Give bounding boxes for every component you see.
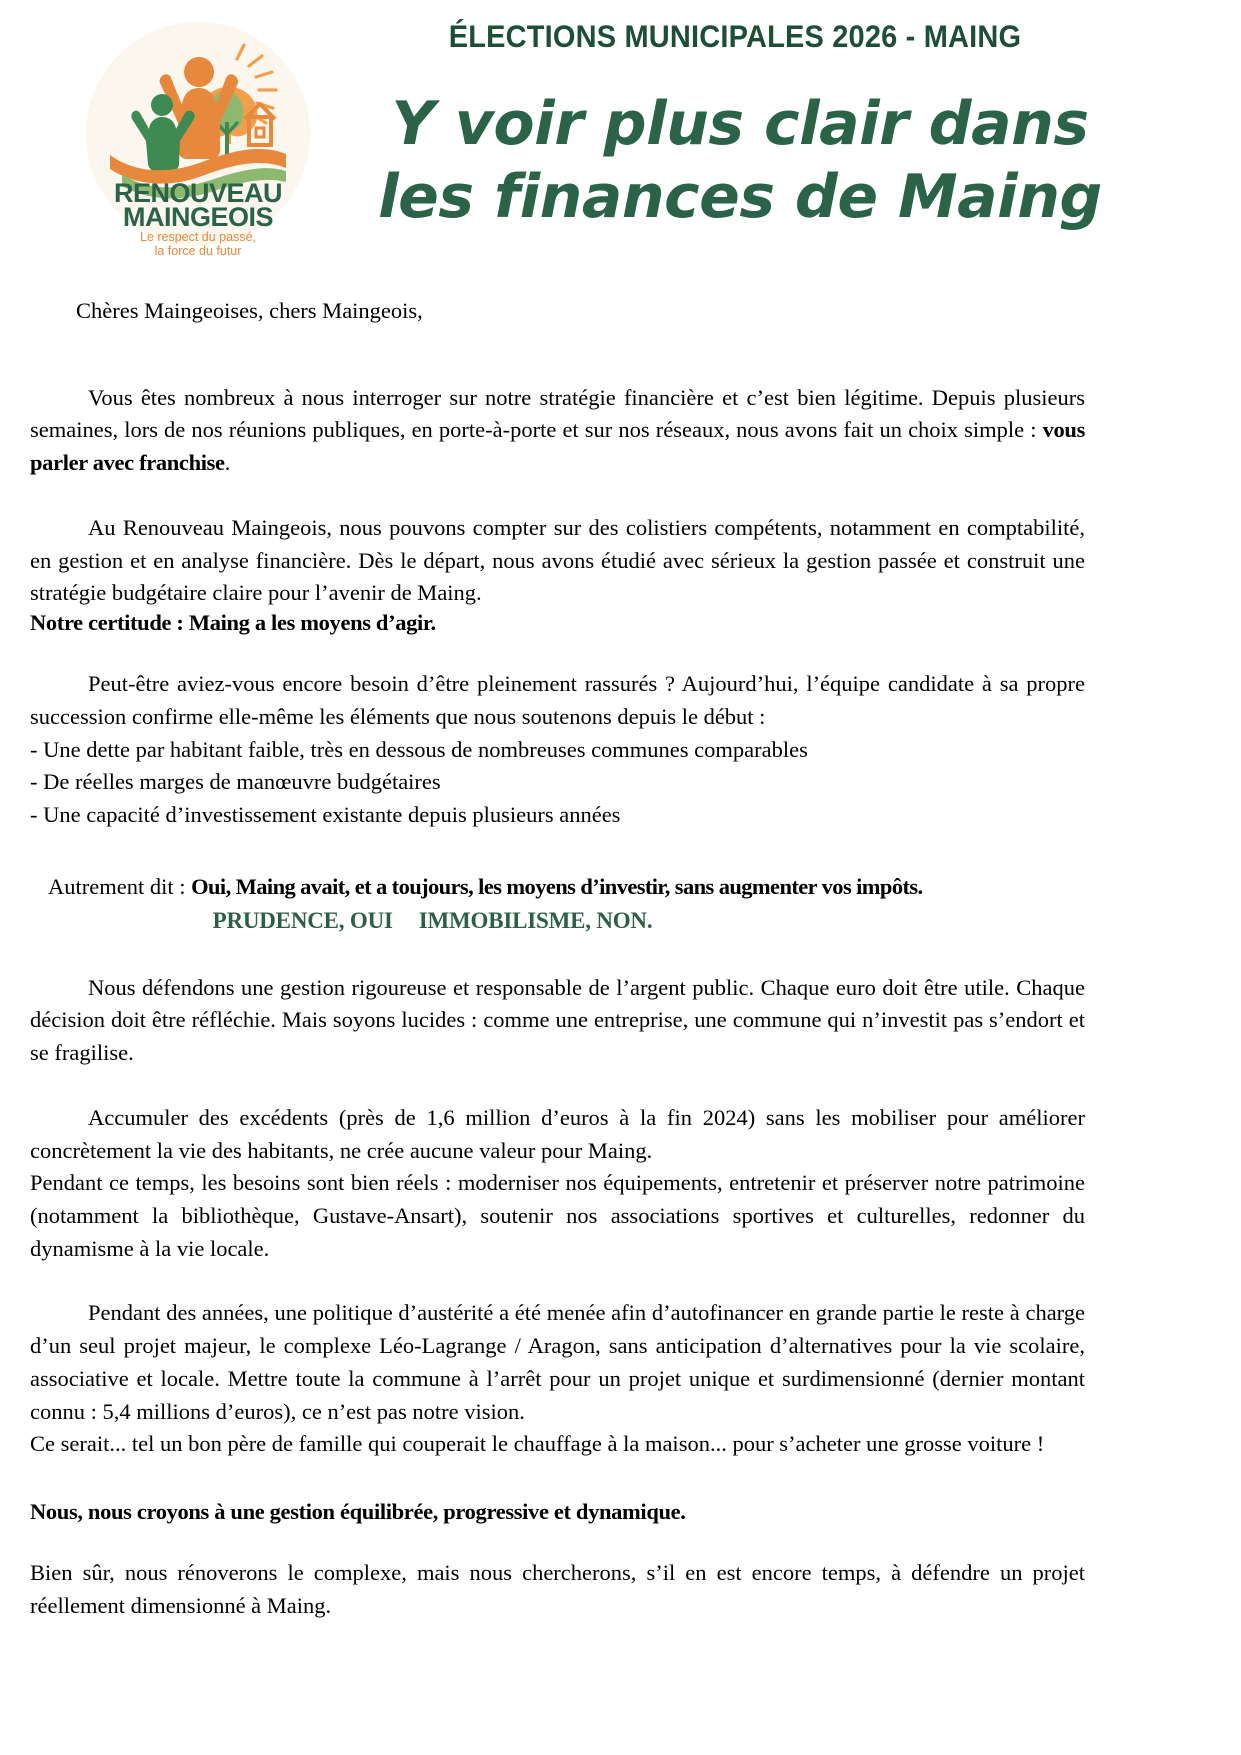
highlight-emphasis: Oui, Maing avait, et a toujours, les moyens d’investir, sans augmenter vos impôts. [191, 873, 923, 899]
logo-tagline-line1: Le respect du passé, [139, 230, 257, 244]
list-item: - De réelles marges de manœuvre budgétaires [30, 769, 441, 795]
list-item: - Une capacité d’investissement existante depuis plusieurs années [30, 802, 621, 828]
page-title: ÉLECTIONS MUNICIPALES 2026 - MAING [448, 18, 1022, 54]
logo-name-line2: MAINGEOIS [122, 202, 274, 232]
spacer [30, 480, 1085, 512]
highlight-statement [30, 870, 1085, 904]
paragraph-2-conclusion: Notre certitude : Maing a les moyens d’agir. [30, 610, 436, 636]
paragraph-8-text: Bien sûr, nous rénoverons le complexe, mais nous chercherons, s’il en est encore temps, à défendre un projet réellement dimensionné à Maing. [30, 1560, 1085, 1618]
paragraph-6b-text: Ce serait... tel un bon père de famille qui couperait le chauffage à la maison... pour s’acheter une grosse voiture ! [30, 1431, 1045, 1457]
paragraph-1-text: Vous êtes nombreux à nous interroger sur notre stratégie financière et c’est bien légitime. Depuis plusieurs semaines, lors de nos réunions publiques, en porte-à-porte et sur nos réseaux, nous avons fait un choix simple : [30, 384, 1085, 443]
paragraph-2-text: Au Renouveau Maingeois, nous pouvons compter sur des colistiers compétents, notamment en comptabilité, en gestion et en analyse financière. Dès le départ, nous avons étudié avec sérieux la gestion passée et construit une stratégie budgétaire claire pour l’avenir de Maing. [30, 514, 1085, 606]
header-slogan-line1: Y voir plus clair dans [391, 89, 1089, 159]
paragraph-8 [30, 1557, 1085, 1622]
spacer [30, 1461, 1085, 1499]
paragraph-5b [30, 1167, 1085, 1265]
list-item: - Une dette par habitant faible, très en dessous de nombreuses communes comparables [30, 736, 808, 762]
paragraph-4 [30, 972, 1085, 1070]
spacer [30, 636, 1085, 668]
logo-name-line1: RENOUVEAU [113, 178, 283, 208]
paragraph-3 [30, 668, 1085, 733]
logo-artwork [86, 22, 310, 258]
document-header [0, 0, 1241, 268]
paragraph-5-text: Accumuler des excédents (près de 1,6 million d’euros à la fin 2024) sans les mobiliser pour améliorer concrètement la vie des habitants, ne crée aucune valeur pour Maing. [30, 1104, 1085, 1163]
renouveau-maingeois-logo [86, 22, 310, 258]
paragraph-2 [30, 512, 1085, 610]
salutation-text: Chères Maingeoises, chers Maingeois, [76, 297, 423, 323]
spacer [30, 1525, 1085, 1557]
spacer [30, 350, 1085, 382]
paragraph-1 [30, 382, 1085, 480]
paragraph-4-text: Nous défendons une gestion rigoureuse et responsable de l’argent public. Chaque euro doit être utile. Chaque décision doit être réfléchie. Mais soyons lucides : comme une entreprise, une commune qui n’investit pas s’endort et se fragilise. [30, 974, 1085, 1066]
logo-tagline-line2: la force du futur [154, 244, 242, 258]
paragraph-3-text: Peut-être aviez-vous encore besoin d’être pleinement rassurés ? Aujourd’hui, l’équipe candidate à sa propre succession confirme elle-même les éléments que nous soutenons depuis le début : [30, 671, 1085, 729]
spacer [30, 1265, 1085, 1297]
campaign-slogan-part1: PRUDENCE, OUI [212, 907, 393, 933]
paragraph-5b-text: Pendant ce temps, les besoins sont bien réels : moderniser nos équipements, entretenir et préserver notre patrimoine (notamment la bibliothèque, Gustave-Ansart), soutenir nos associations sportives et culturelles, redonner du dynamisme à la vie locale. [30, 1170, 1085, 1261]
spacer [30, 832, 1085, 870]
header-slogan [310, 88, 1170, 234]
paragraph-1-emphasis: vous parler avec franchise [30, 417, 1085, 476]
paragraph-5 [30, 1102, 1085, 1167]
paragraph-6b [30, 1428, 1085, 1461]
spacer [30, 934, 1085, 972]
header-slogan-line2: les finances de Maing [378, 162, 1102, 233]
campaign-slogan [30, 908, 1085, 934]
paragraph-6 [30, 1297, 1085, 1428]
letter-body [30, 272, 1085, 1623]
paragraph-1-tail: . [224, 450, 231, 476]
salutation [30, 295, 1085, 328]
paragraph-7-statement: Nous, nous croyons à une gestion équilibrée, progressive et dynamique. [30, 1499, 686, 1525]
highlight-prefix: Autrement dit : [48, 873, 192, 899]
paragraph-6-text: Pendant des années, une politique d’austérité a été menée afin d’autofinancer en grande partie le reste à charge d’un seul projet majeur, le complexe Léo-Lagrange / Aragon, sans anticipation d’alternatives pour la vie scolaire, associative et locale. Mettre toute la commune à l’arrêt pour un projet unique et surdimensionné (dernier montant connu : 5,4 millions d’euros), ce n’est pas notre vision. [30, 1300, 1085, 1424]
campaign-slogan-part2: IMMOBILISME, NON. [418, 907, 653, 933]
spacer [30, 1070, 1085, 1102]
